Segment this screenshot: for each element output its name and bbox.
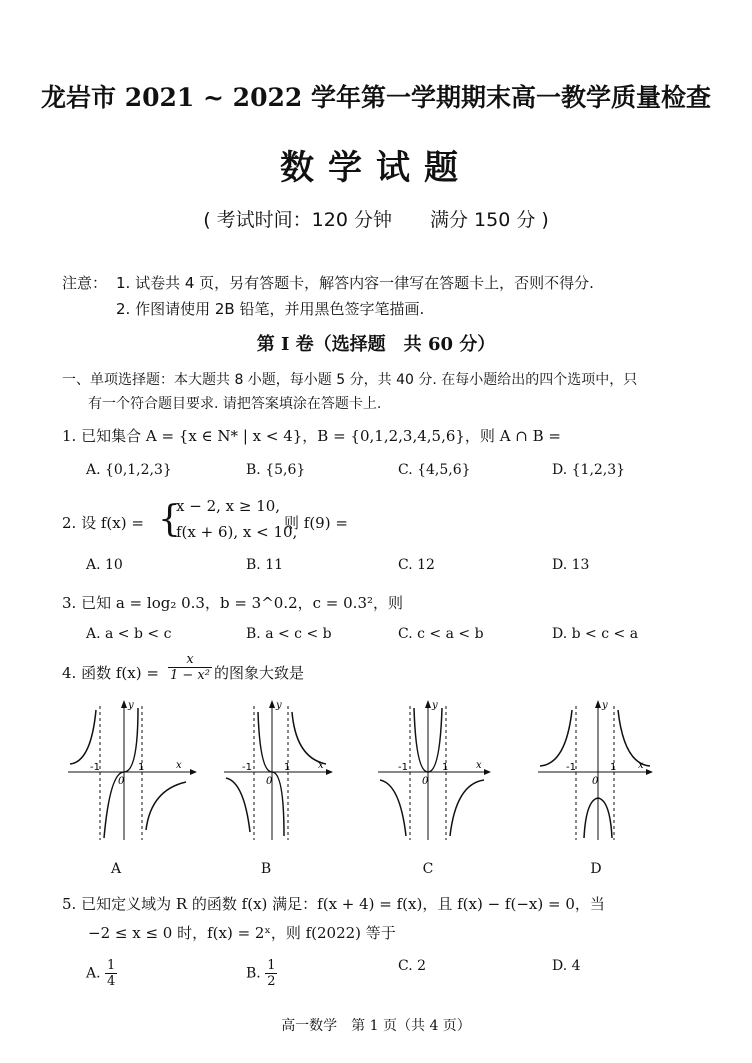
option-a-fraction: [105, 958, 117, 989]
pos1-label: 1: [284, 762, 291, 773]
graph-b: [222, 700, 362, 842]
neg1-label: -1: [90, 762, 100, 773]
graph-a-label: A: [110, 861, 122, 877]
fraction-denominator: 1 − x²: [170, 668, 210, 683]
question-4-prefix: 4. 函数 f(x) =: [62, 664, 159, 682]
graph-a: [66, 700, 206, 842]
question-2-case-2: f(x + 6), x < 10,: [176, 523, 298, 541]
option-a-label: A.: [86, 965, 101, 982]
question-5-option-c: [398, 958, 426, 974]
question-2-option-c: C. 12: [398, 557, 435, 573]
exam-title: 龙岩市 2021 ~ 2022 学年第一学期期末高一教学质量检查: [41, 83, 711, 112]
x-axis-label: x: [318, 760, 324, 771]
question-4-fraction: [168, 652, 212, 683]
origin-label: 0: [422, 776, 429, 787]
x-axis-label: x: [638, 760, 644, 771]
question-4-suffix: 的图象大致是: [214, 664, 305, 682]
option-b-fraction: [265, 958, 277, 989]
option-b-label: B.: [246, 965, 261, 982]
section-instructions-1: 一、单项选择题：本大题共 8 小题，每小题 5 分，共 40 分. 在每小题给出的四个选项中，只: [62, 372, 638, 388]
section-title: 第 I 卷（选择题 共 60 分）: [256, 334, 496, 355]
question-1-option-d: D. {1,2,3}: [552, 462, 626, 478]
question-5-line-2: −2 ≤ x ≤ 0 时，f(x) = 2ˣ，则 f(2022) 等于: [88, 924, 396, 942]
note-line-2: 2. 作图请使用 2B 铅笔，并用黑色签字笔描画.: [116, 300, 425, 318]
pos1-label: 1: [610, 762, 617, 773]
graph-b-label: B: [260, 861, 272, 877]
graph-c: [376, 700, 516, 842]
notes-label: 注意：: [62, 274, 108, 292]
question-1-option-b: B. {5,6}: [246, 462, 306, 478]
neg1-label: -1: [398, 762, 408, 773]
origin-label: 0: [266, 776, 273, 787]
option-d-value: 4: [571, 958, 581, 974]
y-axis-label: y: [602, 700, 608, 711]
option-b-denominator: 2: [267, 974, 276, 989]
subject-title: 数学试题: [280, 148, 472, 188]
piecewise-brace: {: [158, 499, 181, 540]
x-axis-label: x: [176, 760, 182, 771]
question-2-option-a: A. 10: [86, 557, 123, 573]
option-c-label: C.: [398, 958, 413, 974]
origin-label: 0: [592, 776, 599, 787]
option-a-denominator: 4: [107, 974, 116, 989]
question-2-suffix: 则 f(9) =: [284, 514, 348, 532]
question-3-option-a: A. a < b < c: [86, 626, 172, 642]
question-2-option-d: D. 13: [552, 557, 590, 573]
page-footer: 高一数学 第 1 页（共 4 页）: [281, 1018, 471, 1034]
question-3-option-b: B. a < c < b: [246, 626, 332, 642]
graph-c-label: C: [422, 861, 434, 877]
question-5-option-a: [86, 958, 117, 989]
fraction-numerator: x: [168, 652, 212, 668]
question-5-option-b: [246, 958, 277, 989]
section-instructions-2: 有一个符合题目要求. 请把答案填涂在答题卡上.: [88, 396, 382, 412]
question-1-stem: 1. 已知集合 A = {x ∈ N* | x < 4}，B = {0,1,2,3,4,5,6}，则 A ∩ B =: [62, 427, 561, 445]
graph-d: [536, 700, 676, 842]
y-axis-label: y: [432, 700, 438, 711]
question-3-stem: 3. 已知 a = log₂ 0.3，b = 3^0.2，c = 0.3²，则: [62, 594, 404, 612]
option-b-numerator: 1: [267, 958, 276, 973]
question-1-option-a: A. {0,1,2,3}: [86, 462, 172, 478]
neg1-label: -1: [242, 762, 252, 773]
neg1-label: -1: [566, 762, 576, 773]
exam-info: ( 考试时间：120 分钟 满分 150 分 ): [203, 209, 549, 231]
option-c-value: 2: [417, 958, 427, 974]
origin-label: 0: [118, 776, 125, 787]
pos1-label: 1: [442, 762, 449, 773]
option-a-numerator: 1: [107, 958, 116, 973]
question-2-prefix: 2. 设 f(x) =: [62, 514, 144, 532]
y-axis-label: y: [276, 700, 282, 711]
note-line-1: 1. 试卷共 4 页，另有答题卡，解答内容一律写在答题卡上，否则不得分.: [116, 274, 594, 292]
question-3-option-c: C. c < a < b: [398, 626, 484, 642]
question-2-option-b: B. 11: [246, 557, 284, 573]
question-5-line-1: 5. 已知定义域为 R 的函数 f(x) 满足：f(x + 4) = f(x)，且 f(x) − f(−x) = 0，当: [62, 895, 605, 913]
question-3-option-d: D. b < c < a: [552, 626, 639, 642]
pos1-label: 1: [138, 762, 145, 773]
y-axis-label: y: [128, 700, 134, 711]
graph-d-label: D: [590, 861, 602, 877]
x-axis-label: x: [476, 760, 482, 771]
option-d-label: D.: [552, 958, 568, 974]
question-1-option-c: C. {4,5,6}: [398, 462, 471, 478]
question-5-option-d: [552, 958, 581, 974]
question-2-case-1: x − 2, x ≥ 10,: [176, 497, 281, 515]
